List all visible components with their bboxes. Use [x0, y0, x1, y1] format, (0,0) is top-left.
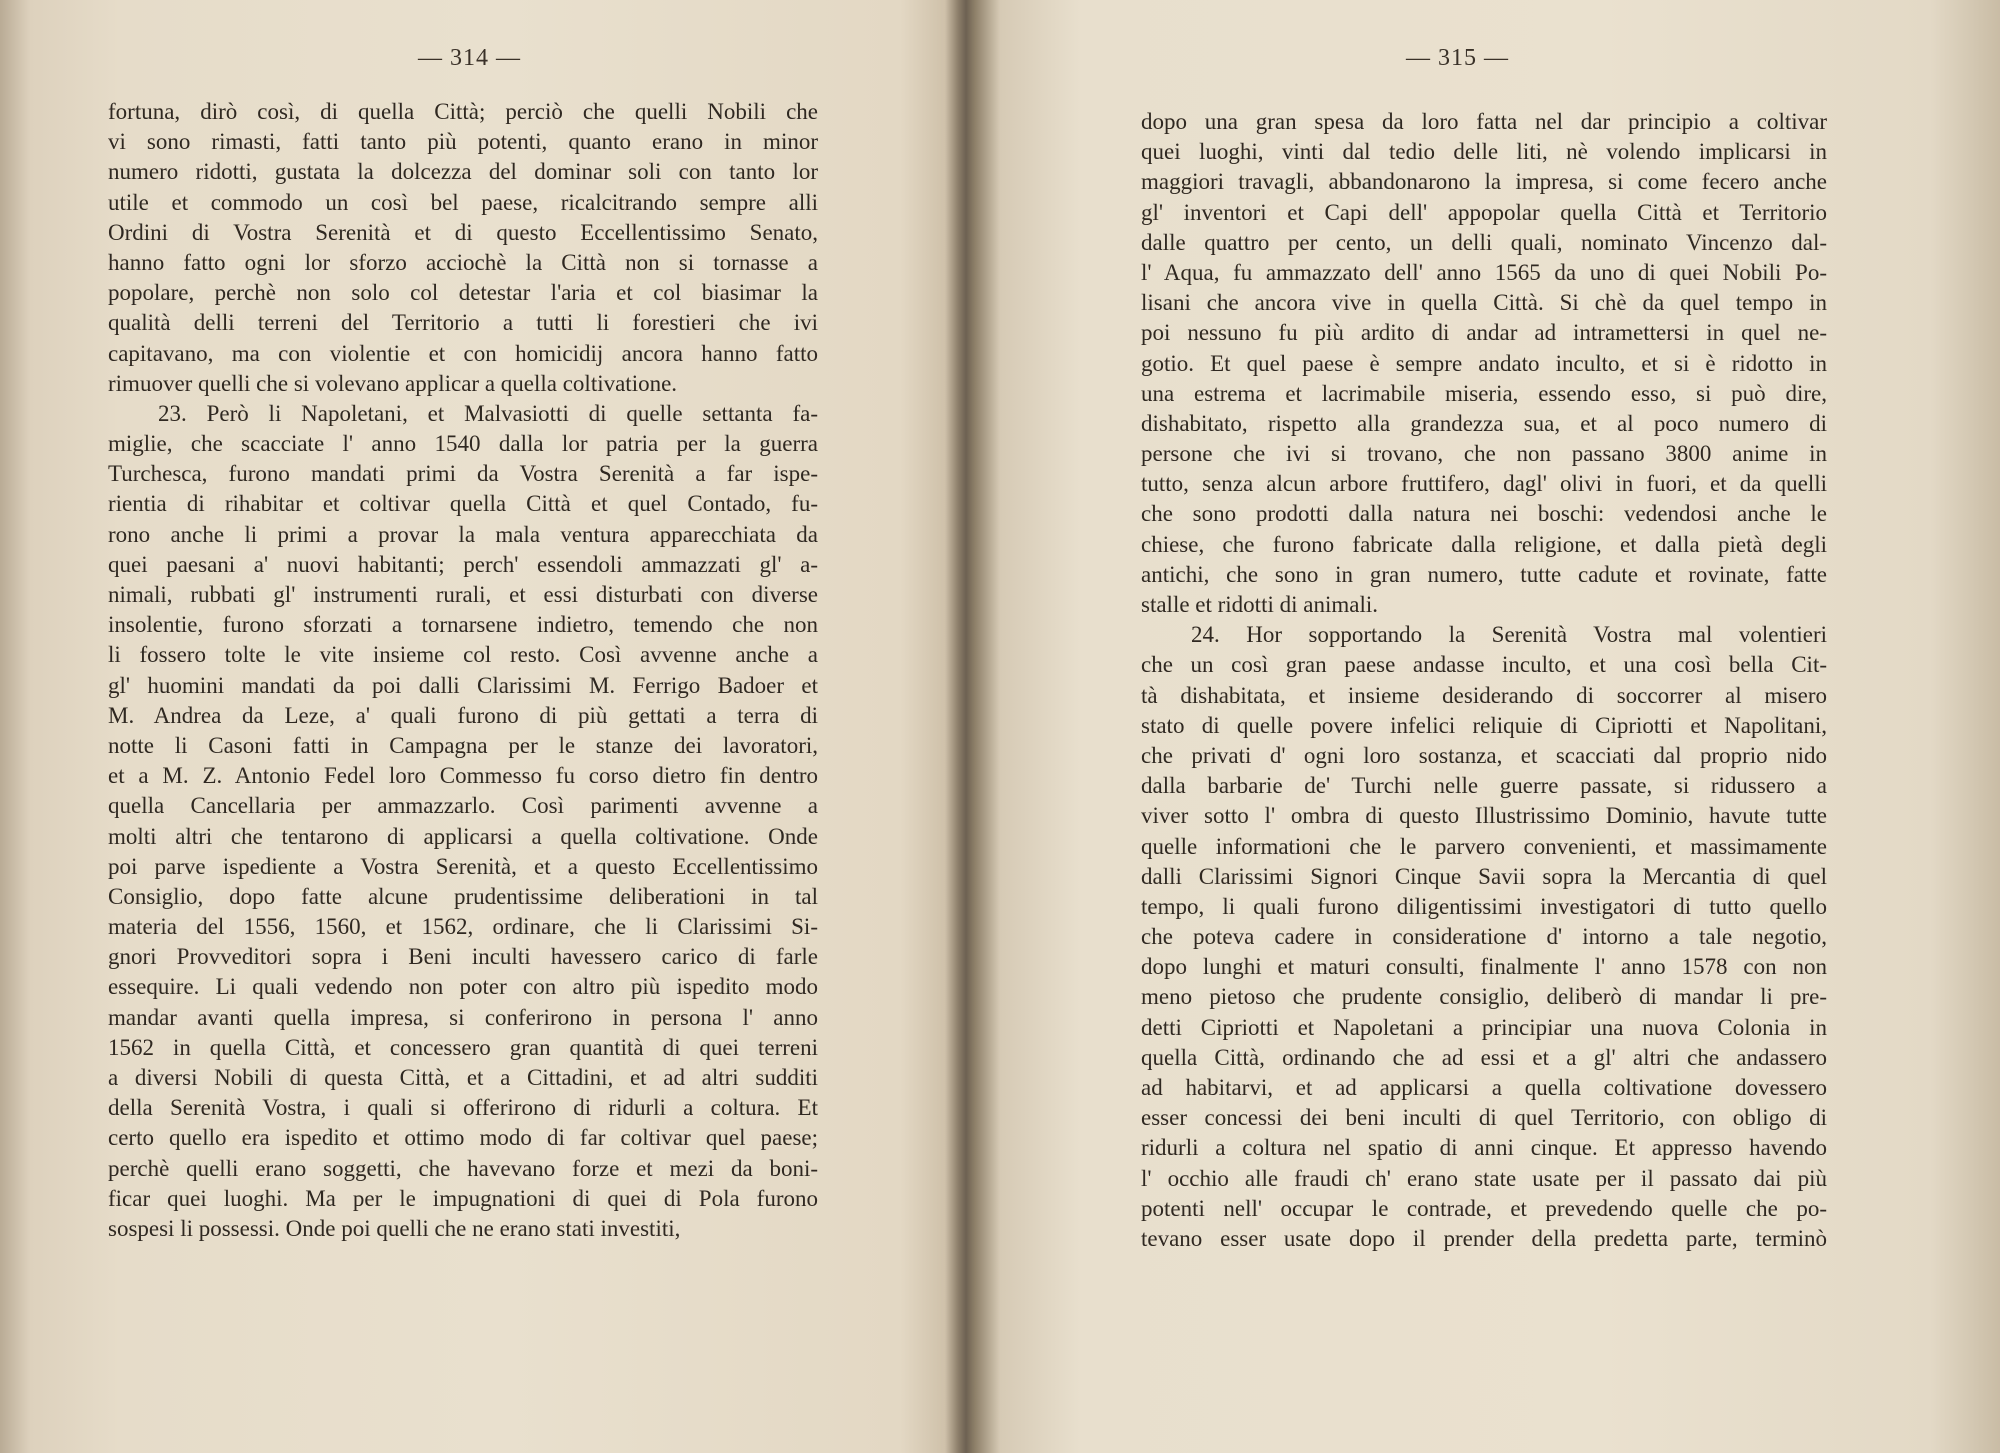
text-line: dalle quattro per cento, un delli quali, nominato Vincenzo dal-: [1141, 229, 1827, 255]
text-line: Turchesca, furono mandati primi da Vostra Serenità a far ispe-: [108, 461, 818, 487]
text-line: popolare, perchè non solo col detestar l'aria et col biasimar la: [108, 280, 818, 306]
page-text: [1141, 107, 1827, 1254]
text-line: l' Aqua, fu ammazzato dell' anno 1565 da uno di quei Nobili Po-: [1141, 259, 1827, 285]
text-line: numero ridotti, gustata la dolcezza del dominar soli con tanto lor: [108, 159, 818, 185]
text-line: quella Città, ordinando che ad essi et a gl' altri che andassero: [1141, 1044, 1827, 1070]
text-line: materia del 1556, 1560, et 1562, ordinare, che li Clarissimi Si-: [108, 914, 818, 940]
text-line: dalli Clarissimi Signori Cinque Savii sopra la Mercantia di quel: [1141, 863, 1827, 889]
text-line: chiese, che furono fabricate dalla religione, et dalla pietà degli: [1141, 531, 1827, 557]
text-line: gnori Provveditori sopra i Beni inculti havessero carico di farle: [108, 944, 818, 970]
text-line: a diversi Nobili di questa Città, et a Cittadini, et ad altri sudditi: [108, 1065, 818, 1090]
text-line: poi parve ispediente a Vostra Serenità, et a questo Eccellentissimo: [108, 853, 818, 879]
text-line: gl' inventori et Capi dell' appopolar quella Città et Territorio: [1141, 199, 1827, 225]
right-page: [970, 0, 2000, 1453]
text-line: ad habitarvi, et ad applicarsi a quella coltivatione dovessero: [1141, 1075, 1827, 1100]
text-line: l' occhio alle fraudi ch' erano state usate per il passato dai più: [1141, 1165, 1827, 1191]
text-line: maggiori travagli, abbandonarono la impresa, si come fecero anche: [1141, 169, 1827, 195]
text-line: sospesi li possessi. Onde poi quelli che ne erano stati investiti,: [108, 1215, 681, 1241]
page-number: — 314 —: [418, 45, 521, 71]
text-line: che privati d' ogni loro sostanza, et scacciati dal proprio nido: [1141, 742, 1827, 768]
text-line: mandar avanti quella impresa, si conferirono in persona l' anno: [108, 1004, 818, 1030]
text-line: antichi, che sono in gran numero, tutte cadute et rovinate, fatte: [1141, 561, 1827, 587]
text-line: fortuna, dirò così, di quella Città; perciò che quelli Nobili che: [108, 99, 818, 124]
text-line: dalla barbarie de' Turchi nelle guerre passate, si ridussero a: [1141, 773, 1827, 799]
text-line: tà dishabitata, et insieme desiderando di soccorrer al misero: [1141, 682, 1827, 708]
text-line: M. Andrea da Leze, a' quali furono di più gettati a terra di: [108, 702, 818, 728]
text-line: miglie, che scacciate l' anno 1540 dalla lor patria per la guerra: [108, 431, 818, 457]
text-line: rono anche li primi a provar la mala ventura apparecchiata da: [108, 521, 818, 547]
text-line: che poteva cadere in consideratione d' intorno a tale negotio,: [1141, 924, 1827, 950]
text-line: che un così gran paese andasse inculto, et una così bella Cit-: [1141, 652, 1827, 678]
text-line: meno pietoso che prudente consiglio, deliberò di mandar li pre-: [1141, 984, 1827, 1010]
text-line: quei luoghi, vinti dal tedio delle liti, nè volendo implicarsi in: [1141, 139, 1827, 165]
text-line: 1562 in quella Città, et concessero gran quantità di quei terreni: [108, 1034, 818, 1060]
text-line: poi nessuno fu più ardito di andar ad intramettersi in quel ne-: [1141, 320, 1827, 346]
text-line: una estrema et lacrimabile miseria, essendo esso, si può dire,: [1141, 380, 1827, 406]
text-line: Ordini di Vostra Serenità et di questo Eccellentissimo Senato,: [108, 219, 818, 245]
text-line: stato di quelle povere infelici reliquie di Cipriotti et Napolitani,: [1141, 712, 1827, 738]
text-line: nimali, rubbati gl' instrumenti rurali, et essi disturbati con diverse: [108, 582, 818, 607]
left-page: [0, 0, 960, 1453]
text-line: li fossero tolte le vite insieme col resto. Così avvenne anche a: [108, 642, 818, 668]
text-line: quella Cancellaria per ammazzarlo. Così parimenti avvenne a: [108, 793, 818, 819]
text-line: ficar quei luoghi. Ma per le impugnationi di quei di Pola furono: [108, 1185, 818, 1211]
text-line: insolentie, furono sforzati a tornarsene indietro, temendo che non: [108, 612, 818, 638]
text-line: rimuover quelli che si volevano applicar a quella coltivatione.: [108, 370, 678, 396]
text-line: stalle et ridotti di animali.: [1141, 592, 1378, 617]
text-line: della Serenità Vostra, i quali si offerirono di ridurli a coltura. Et: [108, 1095, 818, 1121]
text-line: viver sotto l' ombra di questo Illustrissimo Dominio, havute tutte: [1141, 803, 1827, 829]
text-line: che sono prodotti dalla natura nei boschi: vedendosi anche le: [1141, 501, 1827, 527]
text-line: perchè quelli erano soggetti, che havevano forze et mezi da boni-: [108, 1155, 818, 1181]
text-line: tutto, senza alcun arbore fruttifero, dagl' olivi in fuori, et da quelli: [1141, 471, 1827, 497]
text-line: gotio. Et quel paese è sempre andato inculto, et si è ridotto in: [1141, 350, 1827, 376]
text-line: essequire. Li quali vedendo non poter con altro più ispedito modo: [108, 974, 818, 1000]
text-line: dopo lunghi et maturi consulti, finalmente l' anno 1578 con non: [1141, 954, 1827, 980]
text-line: tempo, li quali furono diligentissimi investigatori di tutto quello: [1141, 893, 1827, 919]
text-line: vi sono rimasti, fatti tanto più potenti, quanto erano in minor: [108, 129, 818, 155]
text-line: Consiglio, dopo fatte alcune prudentissime deliberationi in tal: [108, 883, 818, 909]
text-line: persone che ivi si trovano, che non passano 3800 anime in: [1141, 441, 1827, 467]
text-line: hanno fatto ogni lor sforzo acciochè la Città non si tornasse a: [108, 249, 818, 275]
text-line: esser concessi dei beni inculti di quel Territorio, con obligo di: [1141, 1105, 1827, 1131]
text-line: ridurli a coltura nel spatio di anni cinque. Et appresso havendo: [1141, 1135, 1827, 1161]
text-line: quei paesani a' nuovi habitanti; perch' essendoli ammazzati gl' a-: [108, 551, 818, 577]
text-line: qualità delli terreni del Territorio a tutti li forestieri che ivi: [108, 310, 818, 336]
text-line: 23. Però li Napoletani, et Malvasiotti di quelle settanta fa-: [158, 400, 818, 426]
page-number: — 315 —: [1406, 45, 1509, 71]
text-line: capitavano, ma con violentie et con homicidij ancora hanno fatto: [108, 340, 818, 366]
text-line: certo quello era ispedito et ottimo modo di far coltivar quel paese;: [108, 1125, 818, 1151]
page-text: [108, 97, 818, 1244]
text-line: rientia di rihabitar et coltivar quella Città et quel Contado, fu-: [108, 491, 818, 517]
text-line: potenti nell' occupar le contrade, et prevedendo quelle che po-: [1141, 1195, 1827, 1221]
text-line: et a M. Z. Antonio Fedel loro Commesso fu corso dietro fin dentro: [108, 763, 818, 789]
text-line: dopo una gran spesa da loro fatta nel dar principio a coltivar: [1141, 109, 1827, 134]
text-line: lisani che ancora vive in quella Città. Si chè da quel tempo in: [1141, 290, 1827, 316]
text-line: notte li Casoni fatti in Campagna per le stanze dei lavoratori,: [108, 732, 818, 758]
text-line: tevano esser usate dopo il prender della predetta parte, terminò: [1141, 1225, 1827, 1251]
text-line: quelle informationi che le parvero convenienti, et massimamente: [1141, 833, 1827, 859]
text-line: gl' huomini mandati da poi dalli Clarissimi M. Ferrigo Badoer et: [108, 672, 818, 698]
text-line: 24. Hor sopportando la Serenità Vostra mal volentieri: [1191, 622, 1827, 648]
text-line: dishabitato, rispetto alla grandezza sua, et al poco numero di: [1141, 410, 1827, 436]
text-line: detti Cipriotti et Napoletani a principiar una nuova Colonia in: [1141, 1014, 1827, 1040]
text-line: utile et commodo un così bel paese, ricalcitrando sempre alli: [108, 189, 818, 215]
text-line: molti altri che tentarono di applicarsi a quella coltivatione. Onde: [108, 823, 818, 849]
